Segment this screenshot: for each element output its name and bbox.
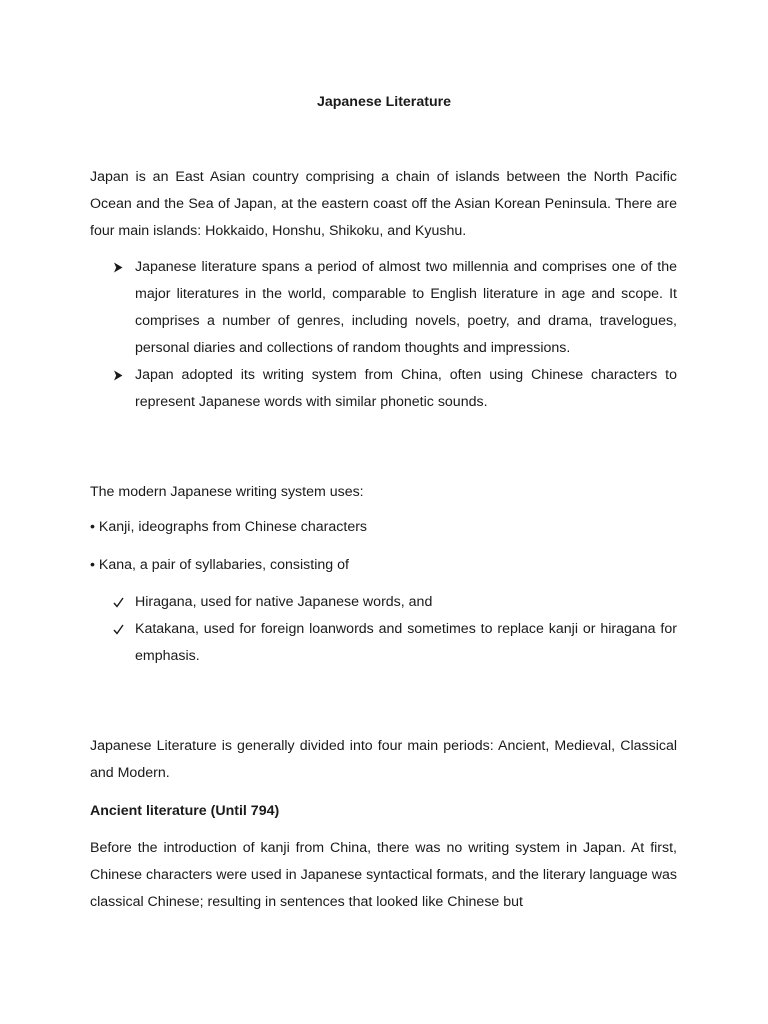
check-bullet-list xyxy=(113,589,677,670)
arrow-bullet-item xyxy=(113,362,677,416)
check-bullet-item xyxy=(113,616,677,670)
dot-bullet-kana: • Kana, a pair of syllabaries, consisting of xyxy=(90,557,349,573)
periods-paragraph: Japanese Literature is generally divided into four main periods: Ancient, Medieval, Classical and Modern. xyxy=(90,738,677,781)
intro-paragraph: Japan is an East Asian country comprising a chain of islands between the North Pacific Ocean and the Sea of Japan, at the eastern coast off the Asian Korean Peninsula. There are four main islands: Hokkaido, Honshu, Shikoku, and Kyushu. xyxy=(90,169,677,239)
arrow-bullet-text: Japanese literature spans a period of almost two millennia and comprises one of the major literatures in the world, comparable to English literature in age and scope. It comprises a number of genres, including novels, poetry, and drama, travelogues, personal diaries and collections of random thoughts and impressions. xyxy=(135,259,677,356)
arrowhead-bullet-icon xyxy=(113,254,129,281)
dot-bullet-kanji: • Kanji, ideographs from Chinese characters xyxy=(90,519,368,535)
arrow-bullet-item xyxy=(113,254,677,362)
arrow-bullet-list xyxy=(113,254,677,416)
checkmark-bullet-icon xyxy=(113,616,129,643)
check-bullet-item xyxy=(113,589,677,616)
writing-system-intro: The modern Japanese writing system uses: xyxy=(90,484,364,500)
ancient-paragraph: Before the introduction of kanji from China, there was no writing system in Japan. At first, Chinese characters were used in Japanese syntactical formats, and the literary language was classical Chinese; resulting in sentences that looked like Chinese but xyxy=(90,840,677,910)
ancient-heading: Ancient literature (Until 794) xyxy=(90,803,280,819)
check-bullet-text: Hiragana, used for native Japanese words, and xyxy=(135,594,433,610)
document-title: Japanese Literature xyxy=(316,94,452,110)
checkmark-bullet-icon xyxy=(113,589,129,616)
arrowhead-bullet-icon xyxy=(113,362,129,389)
arrow-bullet-text: Japan adopted its writing system from China, often using Chinese characters to represent Japanese words with similar phonetic sounds. xyxy=(135,367,677,410)
check-bullet-text: Katakana, used for foreign loanwords and sometimes to replace kanji or hiragana for emphasis. xyxy=(135,621,677,664)
